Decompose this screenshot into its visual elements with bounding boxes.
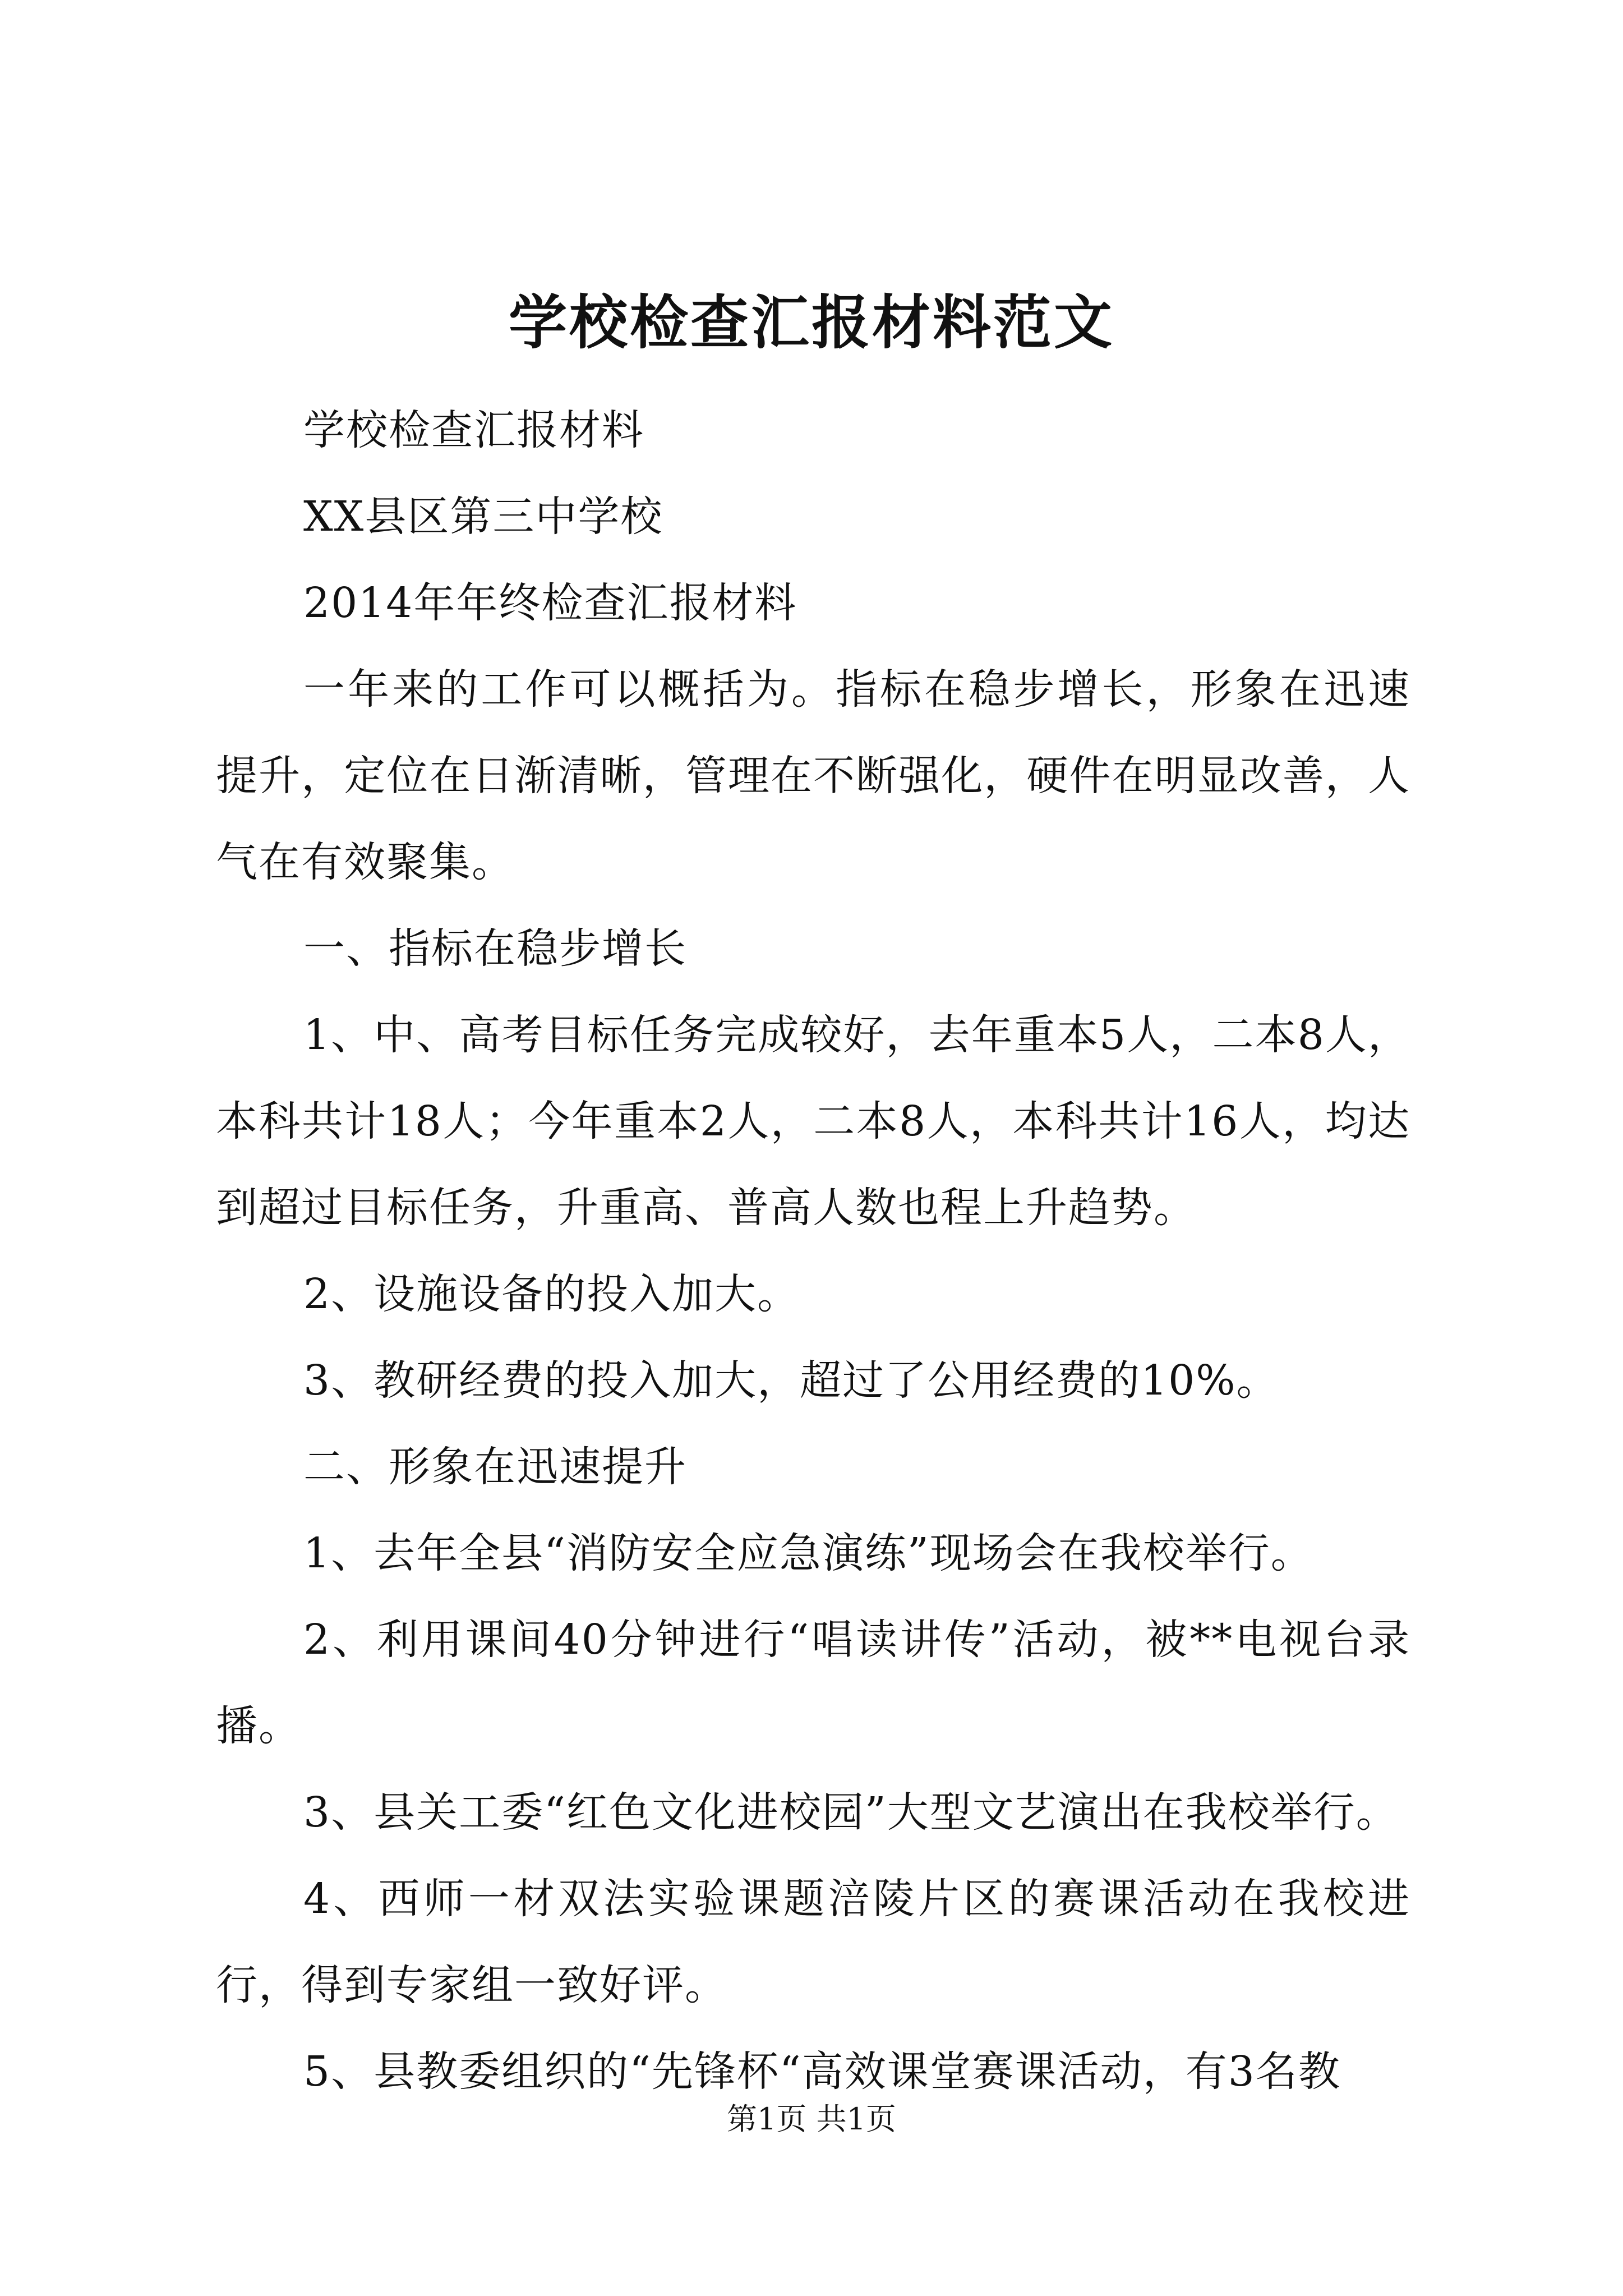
paragraph-school-name: XX县区第三中学校 [303, 493, 663, 541]
paragraph-item: 3、县关工委“红色文化进校园”大型文艺演出在我校举行。 [303, 1788, 1399, 1837]
section-heading-1: 一、指标在稳步增长 [303, 924, 687, 973]
paragraph-heading: 学校检查汇报材料 [303, 406, 644, 454]
section-heading-2: 二、形象在迅速提升 [303, 1443, 687, 1491]
paragraph-item: 2、利用课间40分钟进行“唱读讲传”活动，被**电视台录播。 [216, 1616, 1410, 1750]
paragraph-item: 1、去年全县“消防安全应急演练”现场会在我校举行。 [303, 1529, 1313, 1577]
paragraph-report-name: 2014年年终检查汇报材料 [303, 579, 797, 627]
paragraph-item: 4、西师一材双法实验课题涪陵片区的赛课活动在我校进行，得到专家组一致好评。 [216, 1875, 1410, 2009]
paragraph-item: 2、设施设备的投入加大。 [303, 1270, 800, 1318]
paragraph-item: 3、教研经费的投入加大，超过了公用经费的10%。 [303, 1356, 1279, 1405]
document-title: 学校检查汇报材料范文 [508, 288, 1114, 357]
document-body [216, 387, 1410, 2115]
paragraph-item: 5、县教委组织的“先锋杯“高效课堂赛课活动，有3名教 [303, 2047, 1341, 2096]
page-footer: 第1页 共1页 [727, 2101, 896, 2137]
paragraph-summary: 一年来的工作可以概括为。指标在稳步增长，形象在迅速提升，定位在日渐清晰，管理在不断强化，硬件在明显改善，人气在有效聚集。 [216, 665, 1410, 886]
paragraph-item: 1、中、高考目标任务完成较好，去年重本5人，二本8人，本科共计18人；今年重本2人，二本8人，本科共计16人，均达到超过目标任务，升重高、普高人数也程上升趋势。 [216, 1011, 1410, 1232]
